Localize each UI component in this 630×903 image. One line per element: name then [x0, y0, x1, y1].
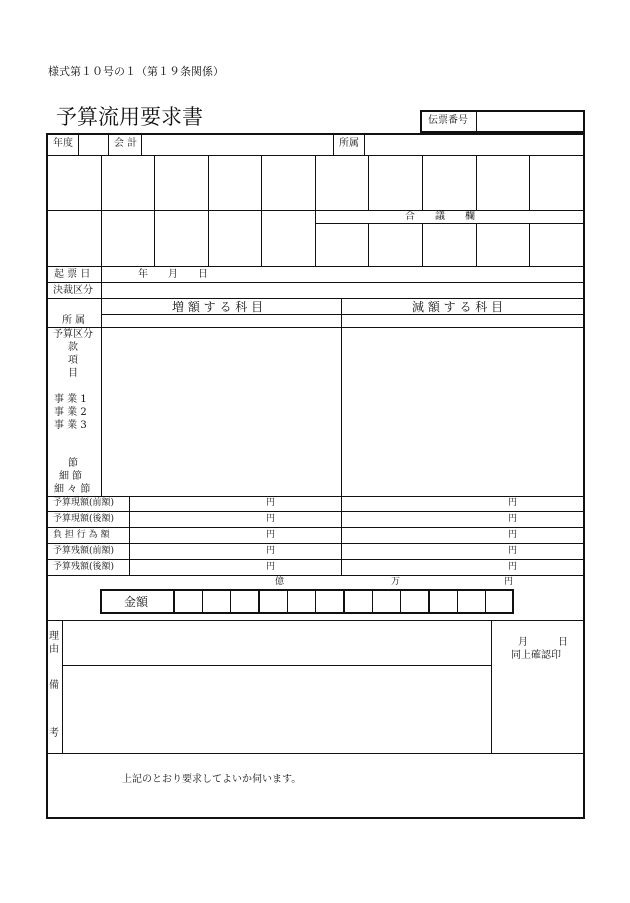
rule [47, 527, 584, 528]
rule [208, 156, 209, 266]
reason-field[interactable] [64, 622, 490, 664]
yen-unit: 円 [266, 562, 276, 572]
row-label-budget-class: 予算区分 [53, 329, 93, 340]
voucher-label: 伝票番号 [428, 115, 468, 126]
rule [62, 621, 63, 753]
approval-field[interactable] [102, 284, 583, 297]
rule [129, 497, 130, 575]
form-id: 様式第１０号の１（第１９条関係） [48, 65, 224, 78]
rule [529, 223, 530, 266]
rule [476, 156, 477, 210]
increase-dept-field[interactable] [102, 316, 340, 326]
rule [47, 327, 584, 328]
row-label-saisaisetsu: 細 々 節 [54, 484, 91, 495]
yen-unit: 円 [266, 530, 276, 540]
yen-unit: 円 [508, 546, 518, 556]
yen-unit: 円 [508, 498, 518, 508]
row-label-moku: 目 [68, 368, 78, 379]
increase-items-field[interactable] [102, 329, 340, 495]
rule [47, 282, 584, 283]
rule [315, 156, 316, 266]
rule [62, 665, 491, 666]
council-label: 合 議 欄 [405, 211, 475, 222]
year-label: 年度 [53, 138, 73, 149]
draft-month-unit: 月 [168, 269, 178, 280]
row-label-setsu: 節 [68, 458, 78, 469]
draft-year-unit: 年 [138, 269, 148, 280]
rule [368, 156, 369, 210]
amount-row-label: 予算残額(前額) [53, 546, 115, 556]
confirm-day-unit: 日 [558, 637, 568, 648]
rule [47, 620, 584, 621]
row-label-kou: 項 [68, 355, 78, 366]
reason-label: 由 [49, 644, 59, 655]
amount-row-label: 予算現額(前額) [53, 498, 115, 508]
row-label-jigyo3: 事 業 3 [54, 420, 87, 431]
year-field[interactable] [79, 136, 107, 154]
rule [47, 543, 584, 544]
rule [368, 223, 369, 266]
rule [47, 559, 584, 560]
increase-title: 増 額 す る 科 目 [172, 300, 264, 314]
voucher-divider [476, 111, 477, 132]
remarks-label: 備 [49, 680, 59, 691]
rule [529, 156, 530, 210]
rule [491, 621, 492, 753]
confirm-month-unit: 月 [518, 637, 528, 648]
request-statement: 上記のとおり要求してよいか伺います。 [122, 774, 302, 785]
rule [101, 314, 584, 315]
rule [47, 298, 584, 299]
rule [108, 134, 109, 155]
rule [101, 156, 102, 266]
decrease-items-field[interactable] [342, 329, 583, 495]
yen-unit: 円 [266, 546, 276, 556]
amount-row-label: 予算残額(後額) [53, 562, 115, 572]
rule [47, 496, 584, 497]
confirm-seal-label: 同上確認印 [511, 650, 561, 661]
remarks-field[interactable] [64, 667, 490, 752]
row-label-kan: 款 [68, 342, 78, 353]
page-title: 予算流用要求書 [56, 105, 203, 129]
account-label: 会 計 [114, 138, 138, 149]
draft-day-unit: 日 [198, 269, 208, 280]
decrease-dept-field[interactable] [342, 316, 583, 326]
decrease-title: 減 額 す る 科 目 [412, 300, 504, 314]
yen-unit: 円 [508, 514, 518, 524]
rule [47, 266, 584, 267]
rule [422, 156, 423, 210]
rule [47, 575, 584, 576]
en-unit: 円 [504, 577, 514, 587]
rule [422, 223, 423, 266]
rule [154, 156, 155, 266]
row-label-jigyo1: 事 業 1 [54, 394, 87, 405]
account-field[interactable] [142, 136, 332, 154]
row-label-saisetsu: 細 節 [59, 471, 83, 482]
man-unit: 万 [391, 577, 401, 587]
yen-unit: 円 [508, 530, 518, 540]
rule [315, 223, 584, 224]
rule [261, 156, 262, 266]
row-label-jigyo2: 事 業 2 [54, 407, 87, 418]
dept-field[interactable] [365, 136, 583, 154]
kingaku-label: 金額 [124, 595, 149, 609]
oku-unit: 億 [275, 577, 285, 587]
rule [47, 753, 584, 754]
yen-unit: 円 [266, 498, 276, 508]
rule [476, 223, 477, 266]
kingaku-digit-field[interactable] [175, 591, 512, 612]
approval-label: 決裁区分 [53, 285, 93, 296]
amount-row-label: 予算現額(後額) [53, 514, 115, 524]
remarks-label: 考 [49, 728, 59, 739]
draft-date-label: 起 票 日 [54, 269, 91, 280]
rule [47, 511, 584, 512]
rule [333, 134, 334, 155]
yen-unit: 円 [266, 514, 276, 524]
reason-label: 理 [49, 631, 59, 642]
row-label-dept: 所 属 [62, 315, 86, 326]
amount-row-label: 負 担 行 為 額 [53, 530, 110, 540]
yen-unit: 円 [508, 562, 518, 572]
dept-label: 所属 [339, 138, 359, 149]
